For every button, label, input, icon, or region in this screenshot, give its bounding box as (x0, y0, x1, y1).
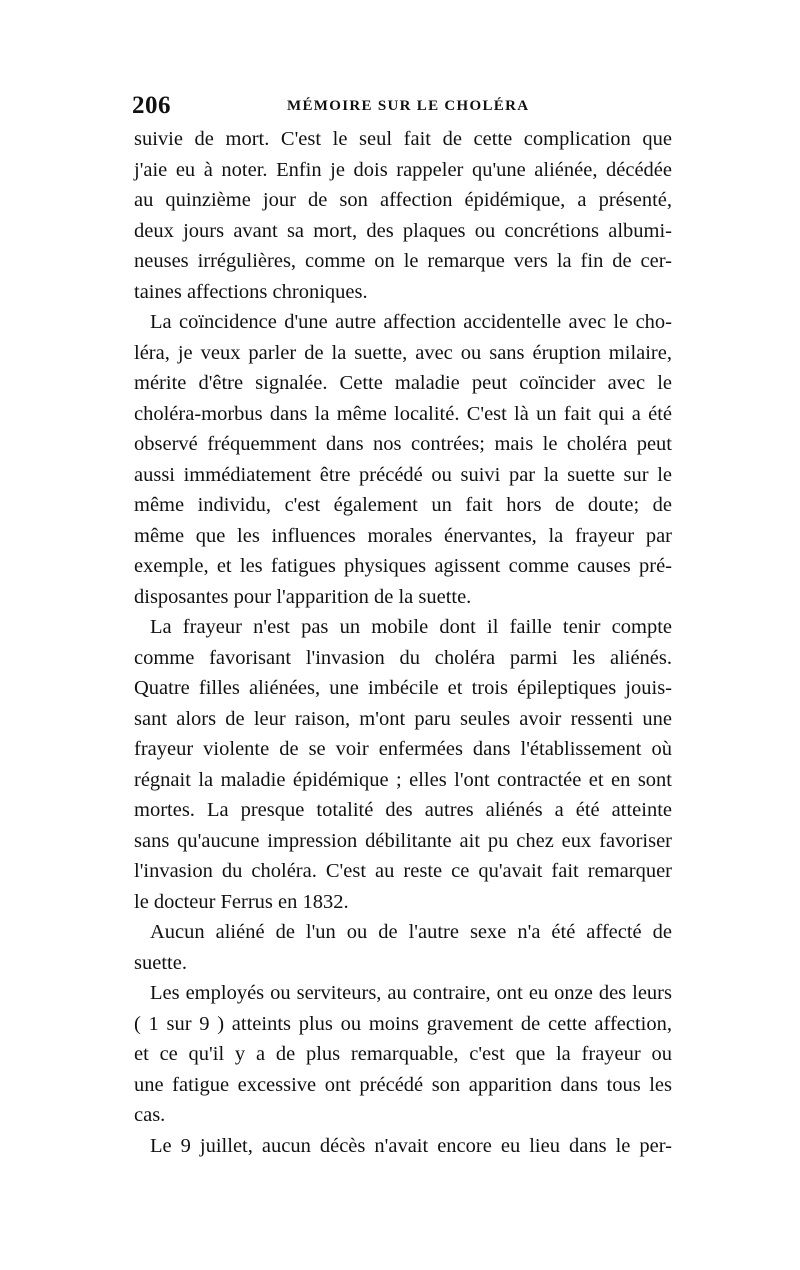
text-line: comme favorisant l'invasion du choléra parmi les aliénés. (134, 646, 672, 669)
body-text (134, 124, 672, 1161)
text-line: La coïncidence d'une autre affection accidentelle avec le cho- (150, 311, 672, 333)
text-line: Le 9 juillet, aucun décès n'avait encore eu lieu dans le per- (150, 1134, 672, 1157)
text-line: suette. (134, 951, 187, 974)
text-line: Aucun aliéné de l'un ou de l'autre sexe n'a été affecté de (150, 921, 672, 943)
text-line: mérite d'être signalée. Cette maladie peut coïncider avec le (134, 372, 672, 394)
text-line: La frayeur n'est pas un mobile dont il faille tenir compte (150, 616, 672, 638)
text-line: le docteur Ferrus en 1832. (134, 890, 349, 913)
text-line: mortes. La presque totalité des autres aliénés a été atteinte (134, 799, 672, 821)
text-line: suivie de mort. C'est le seul fait de cette complication que (134, 128, 672, 150)
text-line: au quinzième jour de son affection épidémique, a présenté, (134, 189, 672, 211)
text-line: une fatigue excessive ont précédé son apparition dans tous les (134, 1073, 672, 1096)
text-line: taines affections chroniques. (134, 280, 368, 303)
text-line: disposantes pour l'apparition de la suette. (134, 585, 472, 608)
text-line: Les employés ou serviteurs, au contraire, ont eu onze des leurs (150, 982, 672, 1004)
text-line: Quatre filles aliénées, une imbécile et trois épileptiques jouis- (134, 677, 672, 699)
text-line: neuses irrégulières, comme on le remarque vers la fin de cer- (134, 250, 672, 272)
text-line: sans qu'aucune impression débilitante ait pu chez eux favoriser (134, 829, 672, 852)
text-line: ( 1 sur 9 ) atteints plus ou moins gravement de cette affection, (134, 1012, 672, 1035)
text-line: sant alors de leur raison, m'ont paru seules avoir ressenti une (134, 707, 672, 730)
text-line: j'aie eu à noter. Enfin je dois rappeler qu'une aliénée, décédée (134, 158, 672, 181)
text-line: cas. (134, 1104, 166, 1126)
text-line: même que les influences morales énervantes, la frayeur par (134, 524, 672, 547)
text-line: régnait la maladie épidémique ; elles l'ont contractée et en sont (134, 768, 672, 791)
text-line: exemple, et les fatigues physiques agissent comme causes pré- (134, 555, 672, 577)
running-head (132, 92, 672, 120)
text-line: choléra-morbus dans la même localité. C'est là un fait qui a été (134, 402, 672, 425)
text-line: même individu, c'est également un fait hors de doute; de (134, 494, 672, 516)
page-number: 206 (132, 92, 171, 119)
text-line: aussi immédiatement être précédé ou suivi par la suette sur le (134, 463, 672, 486)
text-line: frayeur violente de se voir enfermées dans l'établissement où (134, 738, 672, 760)
text-line: léra, je veux parler de la suette, avec ou sans éruption milaire, (134, 341, 672, 364)
text-line: deux jours avant sa mort, des plaques ou concrétions albumi- (134, 219, 672, 242)
running-title: MÉMOIRE SUR LE CHOLÉRA (287, 98, 530, 114)
text-line: observé fréquemment dans nos contrées; mais le choléra peut (134, 433, 672, 455)
text-line: l'invasion du choléra. C'est au reste ce qu'avait fait remarquer (134, 860, 672, 882)
text-line: et ce qu'il y a de plus remarquable, c'est que la frayeur ou (134, 1043, 672, 1065)
